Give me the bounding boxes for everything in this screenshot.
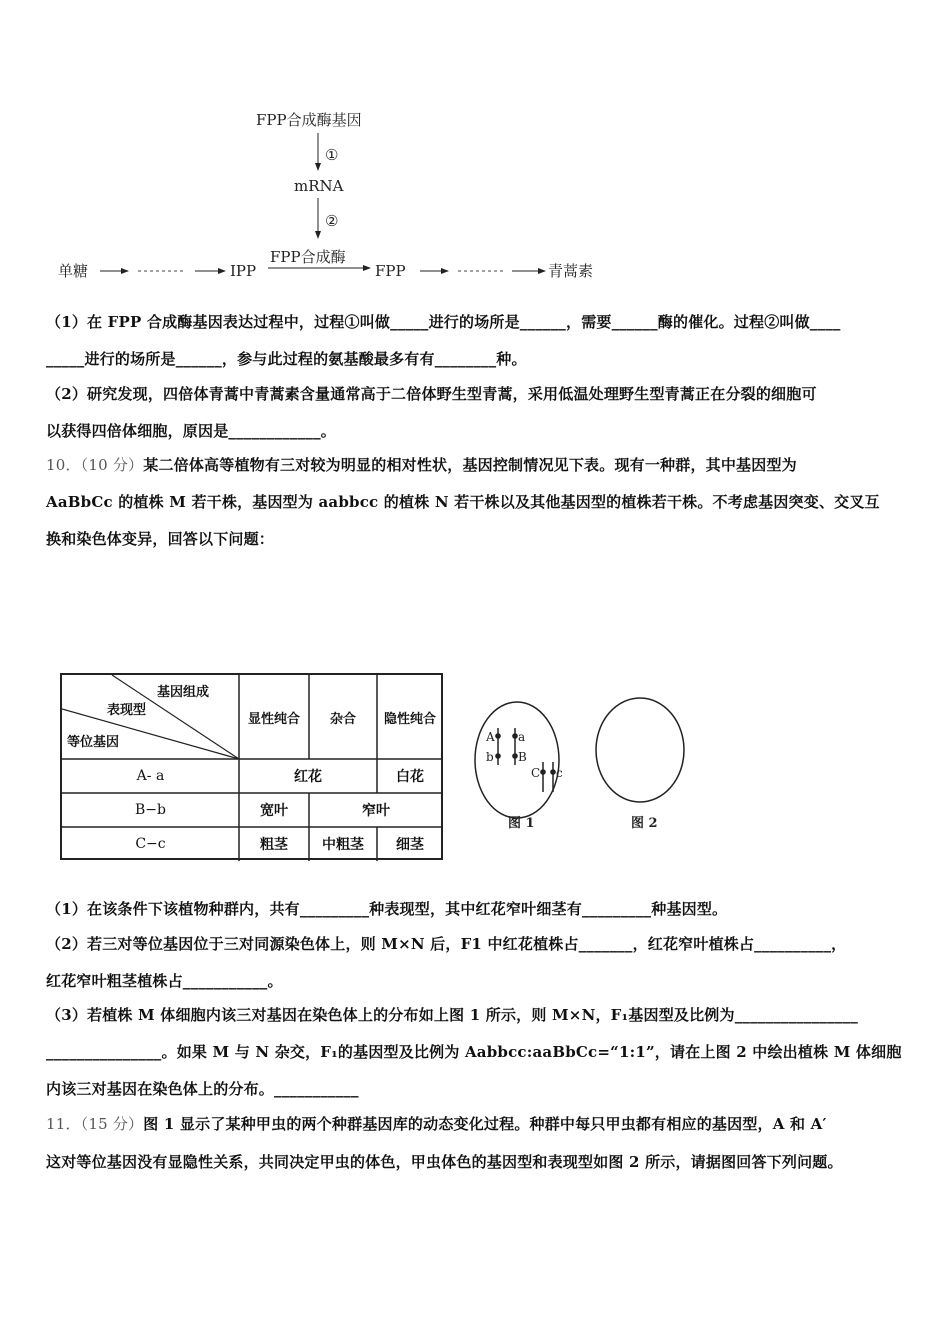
cell-figure-2 <box>596 698 684 802</box>
narrow-leaf: 窄叶 <box>362 803 390 819</box>
gene-b: b <box>486 750 494 764</box>
q10-sub3b: _______________。如果 M 与 N 杂交，F₁的基因型及比例为 Aabbcc:aaBbCc=“1:1”，请在上图 2 中绘出植株 M 体细胞 <box>46 1043 902 1061</box>
cell-figures <box>460 690 700 840</box>
q11-line2: 这对等位基因没有显隐性关系，共同决定甲虫的体色，甲虫体色的基因型和表现型如图 2 所示，请据图回答下列问题。 <box>46 1153 843 1171</box>
q10-sub1: （1）在该条件下该植物种群内，共有_________种表现型，其中红花窄叶细茎有_________种基因型。 <box>46 900 728 918</box>
step2-label: ② <box>325 212 339 230</box>
q9-line4: 以获得四倍体细胞，原因是____________。 <box>46 422 337 440</box>
q10-sub3a: （3）若植株 M 体细胞内该三对基因在染色体上的分布如上图 1 所示，则 M×N，F₁基因型及比例为________________ <box>46 1006 858 1024</box>
q10-sub3c: 内该三对基因在染色体上的分布。___________ <box>46 1080 359 1098</box>
question-number: 11．（15 分） <box>46 1115 144 1133</box>
monosaccharide-label: 单糖 <box>58 262 89 280</box>
header-gene: 基因组成 <box>157 685 210 700</box>
q10-text: 某二倍体高等植物有三对较为明显的相对性状，基因控制情况见下表。现有一种群，其中基因型为 <box>143 456 797 474</box>
q10-sub2a: （2）若三对等位基因位于三对同源染色体上，则 M×N 后，F1 中红花植株占_______，红花窄叶植株占__________， <box>46 935 847 953</box>
allele-c: C−c <box>135 836 166 852</box>
allele-b: B−b <box>135 802 166 818</box>
mrna-label: mRNA <box>294 177 344 195</box>
fpp-pathway-diagram <box>0 0 950 300</box>
ipp-label: IPP <box>230 262 257 280</box>
q10-sub2b: 红花窄叶粗茎植株占___________。 <box>46 972 283 990</box>
thin-stem: 细茎 <box>396 837 424 853</box>
white-flower: 白花 <box>396 769 424 785</box>
medium-stem: 中粗茎 <box>322 837 364 853</box>
artemisinin-label: 青蒿素 <box>548 262 594 280</box>
fig1-label: 图 1 <box>508 816 535 831</box>
thick-stem: 粗茎 <box>260 837 288 853</box>
header-phenotype: 表现型 <box>107 703 147 718</box>
q11-line1 <box>46 1113 827 1134</box>
q9-line2: _____进行的场所是______，参与此过程的氨基酸最多有有________种。 <box>46 350 527 368</box>
question-number: 10．（10 分） <box>46 456 144 474</box>
gene-A: A <box>486 730 495 744</box>
step1-label: ① <box>325 146 339 164</box>
enzyme-label: FPP合成酶 <box>270 248 346 266</box>
q9-line1: （1）在 FPP 合成酶基因表达过程中，过程①叫做_____进行的场所是______，需要______酶的催化。过程②叫做____ <box>46 313 841 331</box>
col-dominant: 显性纯合 <box>247 711 300 727</box>
q10-line2: AaBbCc 的植株 M 若干株，基因型为 aabbcc 的植株 N 若干株以及其他基因型的植株若干株。不考虑基因突变、交叉互 <box>46 493 880 511</box>
gene-C: C <box>531 766 541 780</box>
q11-text: 图 1 显示了某种甲虫的两个种群基因库的动态变化过程。种群中每只甲虫都有相应的基因型，A 和 A′ <box>143 1115 827 1133</box>
gene-B: B <box>518 750 527 764</box>
gene-label: FPP合成酶基因 <box>256 111 362 129</box>
header-allele: 等位基因 <box>67 735 120 750</box>
q9-line3: （2）研究发现，四倍体青蒿中青蒿素含量通常高于二倍体野生型青蒿，采用低温处理野生型青蒿正在分裂的细胞可 <box>46 385 817 403</box>
gene-c: c <box>556 766 563 780</box>
gene-a: a <box>518 730 526 744</box>
red-flower: 红花 <box>294 769 322 785</box>
fig2-label: 图 2 <box>631 816 658 831</box>
q10-line1 <box>46 454 797 475</box>
allele-a: A- a <box>136 768 165 784</box>
col-recessive: 隐性纯合 <box>383 711 436 727</box>
q10-line3: 换和染色体变异，回答以下问题： <box>46 530 275 548</box>
fpp-label: FPP <box>375 262 406 280</box>
gene-table <box>60 673 443 860</box>
wide-leaf: 宽叶 <box>260 803 288 819</box>
col-hetero: 杂合 <box>329 711 356 727</box>
